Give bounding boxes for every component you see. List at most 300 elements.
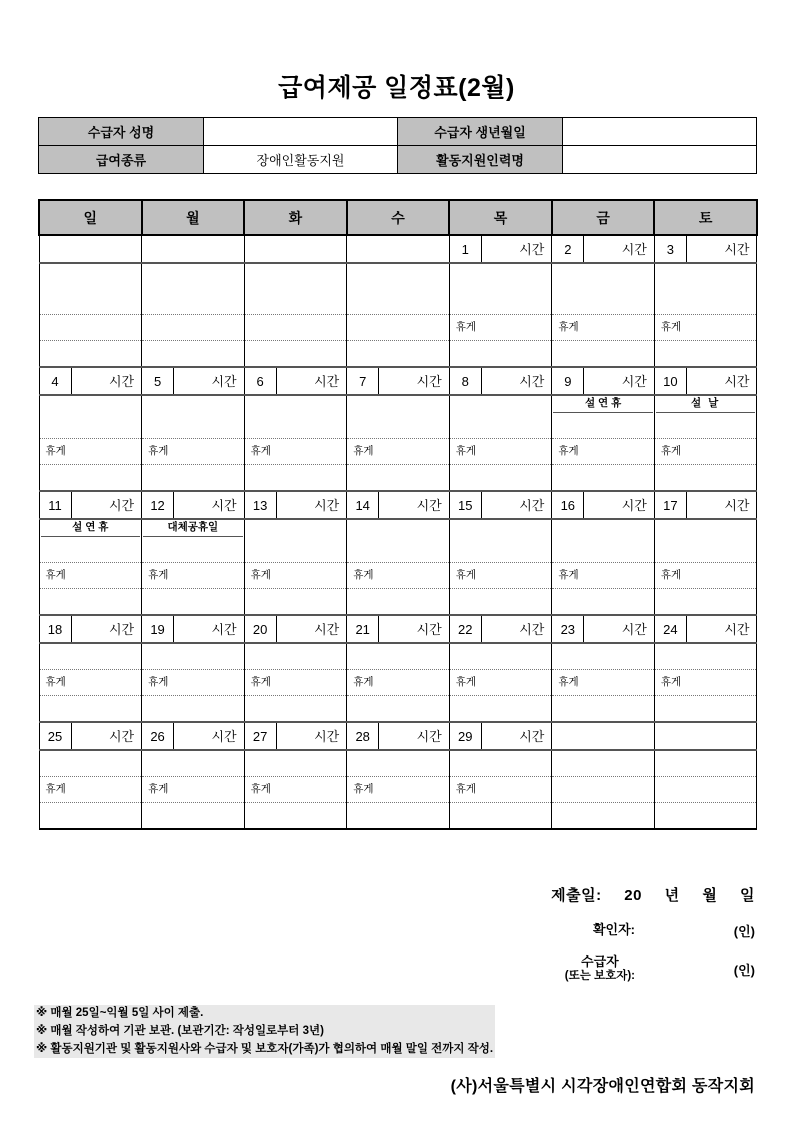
service-entry-cell[interactable]	[244, 341, 347, 368]
holiday-cell	[654, 395, 757, 413]
break-cell[interactable]: 휴게	[244, 777, 347, 803]
holiday-cell	[552, 395, 655, 413]
calendar-day-cell	[449, 615, 552, 643]
service-entry-cell[interactable]	[347, 289, 450, 315]
break-cell[interactable]	[347, 315, 450, 341]
break-cell[interactable]: 휴게	[244, 439, 347, 465]
calendar-day-cell-empty	[654, 722, 757, 750]
service-entry-cell[interactable]	[654, 289, 757, 315]
break-cell[interactable]	[39, 315, 142, 341]
calendar-break-row	[39, 670, 757, 696]
calendar-date-row	[39, 235, 757, 263]
service-entry-cell[interactable]	[552, 589, 655, 616]
holiday-label: 대체공휴일	[143, 520, 243, 537]
service-entry-cell[interactable]	[449, 341, 552, 368]
service-entry-cell[interactable]	[552, 413, 655, 439]
day-hours-field[interactable]: 시간	[621, 373, 647, 389]
footnote-text: ※ 활동지원기관 및 활동지원사와 수급자 및 보호자(가족)가 협의하여 매월 말일 전까지 작성.	[35, 1041, 494, 1059]
day-cell-grid	[245, 616, 347, 642]
calendar-day-cell	[244, 367, 347, 395]
day-number: 4	[40, 368, 72, 394]
break-cell[interactable]: 휴게	[552, 315, 655, 341]
calendar-service-row	[39, 465, 757, 492]
service-entry-cell[interactable]	[552, 537, 655, 563]
service-entry-cell[interactable]	[347, 413, 450, 439]
day-cell-grid	[655, 368, 757, 394]
day-number: 29	[450, 723, 482, 749]
service-entry-cell[interactable]	[552, 750, 655, 777]
service-entry-cell[interactable]	[449, 696, 552, 723]
service-entry-cell[interactable]	[654, 341, 757, 368]
signature-label-recipient	[565, 955, 635, 983]
calendar-service-row	[39, 643, 757, 670]
break-cell[interactable]: 휴게	[347, 777, 450, 803]
calendar-day-cell	[347, 491, 450, 519]
day-hours-field[interactable]: 시간	[108, 373, 135, 389]
day-hours-field[interactable]: 시간	[416, 497, 442, 513]
break-cell[interactable]: 휴게	[654, 439, 757, 465]
submission-month-unit: 월	[702, 887, 718, 904]
day-number: 9	[552, 368, 584, 394]
page-title: 급여제공 일정표(2월)	[278, 74, 515, 102]
day-hours-field[interactable]: 시간	[314, 728, 340, 744]
recipient-info-body	[39, 118, 757, 174]
holiday-cell-empty	[347, 519, 450, 537]
service-entry-cell[interactable]	[39, 289, 142, 315]
day-hours-field[interactable]: 시간	[724, 373, 750, 389]
break-cell[interactable]: 휴게	[244, 563, 347, 589]
calendar-body	[39, 235, 757, 829]
calendar-day-cell	[654, 615, 757, 643]
holiday-cell-empty	[244, 395, 347, 413]
day-cell-grid	[40, 723, 142, 749]
calendar-day-cell	[39, 615, 142, 643]
calendar-day-cell	[347, 615, 450, 643]
day-cell-grid	[450, 616, 552, 642]
weekday-header-금: 금	[552, 200, 655, 235]
day-hours-field[interactable]: 시간	[314, 497, 340, 513]
service-entry-cell[interactable]	[347, 465, 450, 492]
day-hours-field[interactable]: 시간	[724, 497, 750, 513]
break-cell[interactable]: 휴게	[552, 439, 655, 465]
service-entry-cell[interactable]	[654, 413, 757, 439]
day-hours-field[interactable]: 시간	[724, 241, 750, 257]
calendar-day-cell	[449, 491, 552, 519]
holiday-spacer	[655, 520, 757, 537]
calendar-day-cell	[142, 615, 245, 643]
day-cell-grid	[552, 492, 654, 518]
weekday-header-화: 화	[244, 200, 347, 235]
calendar-service-row	[39, 803, 757, 830]
service-entry-cell[interactable]	[142, 643, 245, 670]
day-number: 13	[245, 492, 277, 518]
footnotes	[34, 1005, 495, 1058]
signature-row-confirmer	[593, 921, 755, 940]
service-entry-cell[interactable]	[552, 341, 655, 368]
calendar-day-cell	[449, 235, 552, 263]
day-hours-field[interactable]: 시간	[416, 373, 442, 389]
day-number: 6	[245, 368, 277, 394]
calendar-day-cell	[142, 367, 245, 395]
break-cell[interactable]: 휴게	[39, 439, 142, 465]
day-number: 15	[450, 492, 482, 518]
service-entry-cell[interactable]	[449, 750, 552, 777]
day-hours-field[interactable]: 시간	[211, 497, 237, 513]
service-entry-cell[interactable]	[142, 263, 245, 289]
service-entry-cell[interactable]	[449, 537, 552, 563]
break-cell[interactable]: 휴게	[142, 777, 245, 803]
service-entry-cell[interactable]	[39, 341, 142, 368]
service-entry-cell[interactable]	[654, 803, 757, 830]
calendar-day-cell	[654, 235, 757, 263]
service-entry-cell[interactable]	[39, 413, 142, 439]
calendar-day-cell	[552, 367, 655, 395]
day-hours-field[interactable]: 시간	[519, 728, 545, 744]
calendar-break-row	[39, 439, 757, 465]
service-entry-cell[interactable]	[552, 803, 655, 830]
break-cell[interactable]: 휴게	[142, 563, 245, 589]
break-cell[interactable]: 휴게	[142, 670, 245, 696]
day-number: 16	[552, 492, 584, 518]
calendar-day-cell	[552, 235, 655, 263]
day-cell-grid	[347, 616, 449, 642]
day-cell-grid	[40, 616, 142, 642]
service-entry-cell[interactable]	[244, 696, 347, 723]
service-entry-cell[interactable]	[142, 803, 245, 830]
service-entry-cell[interactable]	[142, 465, 245, 492]
holiday-label: 설 연 휴	[41, 520, 141, 537]
calendar-date-row	[39, 722, 757, 750]
break-cell[interactable]: 휴게	[244, 670, 347, 696]
calendar-day-cell	[39, 367, 142, 395]
calendar-day-cell-empty	[39, 235, 142, 263]
service-entry-cell[interactable]	[244, 263, 347, 289]
day-cell-grid	[655, 492, 757, 518]
calendar-break-row	[39, 777, 757, 803]
service-entry-cell[interactable]	[449, 263, 552, 289]
service-entry-cell[interactable]	[654, 750, 757, 777]
day-number: 3	[655, 236, 687, 262]
calendar-day-cell	[654, 491, 757, 519]
service-entry-cell[interactable]	[347, 750, 450, 777]
calendar-day-cell	[449, 367, 552, 395]
service-entry-cell[interactable]	[244, 643, 347, 670]
weekday-header-일: 일	[39, 200, 142, 235]
submission-day-unit: 일	[740, 887, 755, 904]
holiday-cell	[142, 519, 245, 537]
day-cell-grid	[142, 492, 244, 518]
calendar-day-cell	[347, 722, 450, 750]
submission-label: 제출일:	[551, 887, 602, 904]
info-label: 수급자 생년월일	[398, 118, 563, 146]
day-cell-grid	[347, 368, 449, 394]
calendar-day-cell	[244, 491, 347, 519]
service-entry-cell[interactable]	[347, 589, 450, 616]
calendar-day-cell	[552, 615, 655, 643]
service-entry-cell[interactable]	[654, 643, 757, 670]
holiday-cell-empty	[39, 395, 142, 413]
break-cell[interactable]	[654, 777, 757, 803]
day-cell-grid	[142, 368, 244, 394]
day-hours-field[interactable]: 시간	[519, 373, 545, 389]
break-cell[interactable]: 휴게	[449, 670, 552, 696]
calendar-service-row	[39, 696, 757, 723]
calendar-date-row	[39, 491, 757, 519]
service-entry-cell[interactable]	[244, 465, 347, 492]
info-value[interactable]	[563, 118, 757, 146]
day-cell-grid	[552, 236, 654, 262]
break-cell[interactable]: 휴게	[39, 563, 142, 589]
calendar-date-row	[39, 367, 757, 395]
service-entry-cell[interactable]	[39, 803, 142, 830]
service-entry-cell[interactable]	[244, 803, 347, 830]
service-entry-cell[interactable]	[347, 803, 450, 830]
service-entry-cell[interactable]	[39, 643, 142, 670]
service-entry-cell[interactable]	[142, 341, 245, 368]
holiday-cell-empty	[244, 519, 347, 537]
calendar-day-cell	[552, 491, 655, 519]
holiday-spacer	[245, 396, 347, 413]
service-entry-cell[interactable]	[347, 537, 450, 563]
day-hours-field[interactable]: 시간	[108, 728, 135, 744]
holiday-cell-empty	[347, 395, 450, 413]
service-entry-cell[interactable]	[654, 537, 757, 563]
break-cell[interactable]: 휴게	[552, 670, 655, 696]
service-entry-cell[interactable]	[142, 537, 245, 563]
day-number: 2	[552, 236, 584, 262]
calendar-date-row	[39, 615, 757, 643]
calendar-day-cell	[39, 491, 142, 519]
break-cell[interactable]: 휴게	[347, 439, 450, 465]
service-entry-cell[interactable]	[449, 803, 552, 830]
service-entry-cell[interactable]	[244, 589, 347, 616]
day-cell-grid	[552, 368, 654, 394]
day-hours-field[interactable]: 시간	[519, 241, 545, 257]
day-cell-grid	[142, 616, 244, 642]
holiday-cell-empty	[552, 519, 655, 537]
calendar-day-cell	[244, 722, 347, 750]
calendar-service-row	[39, 537, 757, 563]
day-hours-field[interactable]: 시간	[211, 728, 237, 744]
break-cell[interactable]: 휴게	[449, 439, 552, 465]
break-cell[interactable]: 휴게	[449, 563, 552, 589]
day-number: 17	[655, 492, 687, 518]
service-entry-cell[interactable]	[244, 413, 347, 439]
day-hours-field[interactable]: 시간	[621, 497, 647, 513]
day-number: 5	[142, 368, 174, 394]
info-value[interactable]	[563, 146, 757, 174]
day-cell-grid	[142, 723, 244, 749]
day-cell-grid	[245, 368, 347, 394]
service-entry-cell[interactable]	[449, 413, 552, 439]
service-entry-cell[interactable]	[244, 289, 347, 315]
day-number: 22	[450, 616, 482, 642]
day-cell-grid	[450, 236, 552, 262]
calendar-day-cell	[244, 615, 347, 643]
break-cell[interactable]: 휴게	[449, 777, 552, 803]
service-entry-cell[interactable]	[654, 696, 757, 723]
holiday-label: 설 날	[656, 396, 756, 413]
calendar-day-cell	[39, 722, 142, 750]
day-number: 21	[347, 616, 379, 642]
holiday-spacer	[142, 396, 244, 413]
signature-label-recipient-sub: (또는 보호자):	[564, 969, 635, 982]
day-cell-grid	[245, 723, 347, 749]
service-entry-cell[interactable]	[347, 341, 450, 368]
break-cell[interactable]	[142, 315, 245, 341]
day-hours-field[interactable]: 시간	[108, 497, 135, 513]
holiday-spacer	[40, 396, 142, 413]
service-entry-cell[interactable]	[552, 465, 655, 492]
service-entry-cell[interactable]	[552, 263, 655, 289]
day-number: 23	[552, 616, 584, 642]
calendar-service-row	[39, 750, 757, 777]
signature-seal-recipient: (인)	[733, 962, 755, 978]
day-hours-field[interactable]: 시간	[416, 728, 442, 744]
break-cell[interactable]: 휴게	[39, 777, 142, 803]
day-cell-grid	[450, 368, 552, 394]
service-entry-cell[interactable]	[142, 413, 245, 439]
calendar-service-row	[39, 289, 757, 315]
service-entry-cell[interactable]	[347, 643, 450, 670]
service-entry-cell[interactable]	[39, 696, 142, 723]
service-entry-cell[interactable]	[39, 589, 142, 616]
day-hours-field[interactable]: 시간	[724, 621, 750, 637]
break-cell[interactable]: 휴게	[142, 439, 245, 465]
service-entry-cell[interactable]	[142, 289, 245, 315]
day-number: 10	[655, 368, 687, 394]
service-entry-cell[interactable]	[244, 537, 347, 563]
info-value[interactable]	[204, 118, 398, 146]
day-number: 28	[347, 723, 379, 749]
holiday-spacer	[450, 520, 552, 537]
break-cell[interactable]: 휴게	[449, 315, 552, 341]
day-number: 14	[347, 492, 379, 518]
footnote-text: ※ 매월 작성하여 기관 보관. (보관기간: 작성일로부터 3년)	[35, 1023, 325, 1041]
holiday-cell-empty	[449, 395, 552, 413]
footnote-line	[34, 1023, 495, 1041]
calendar-service-row	[39, 413, 757, 439]
info-value[interactable]: 장애인활동지원	[204, 146, 398, 174]
break-cell[interactable]: 휴게	[654, 563, 757, 589]
calendar-day-cell-empty	[142, 235, 245, 263]
submission-date-line	[551, 884, 755, 905]
calendar-day-cell	[449, 722, 552, 750]
weekday-header-row	[39, 200, 757, 235]
calendar-day-cell-empty	[552, 722, 655, 750]
recipient-info-table	[38, 117, 757, 174]
day-cell-grid	[40, 492, 142, 518]
break-cell[interactable]: 휴게	[654, 315, 757, 341]
service-entry-cell[interactable]	[39, 537, 142, 563]
day-hours-field[interactable]: 시간	[108, 621, 135, 637]
service-entry-cell[interactable]	[449, 643, 552, 670]
day-hours-field[interactable]: 시간	[621, 621, 647, 637]
service-entry-cell[interactable]	[39, 263, 142, 289]
signature-label-recipient-main: 수급자	[581, 954, 619, 969]
break-cell[interactable]: 휴게	[552, 563, 655, 589]
day-hours-field[interactable]: 시간	[416, 621, 442, 637]
service-entry-cell[interactable]	[654, 465, 757, 492]
holiday-cell-empty	[142, 395, 245, 413]
weekday-header-수: 수	[347, 200, 450, 235]
day-number: 26	[142, 723, 174, 749]
break-cell[interactable]	[244, 315, 347, 341]
break-cell[interactable]: 휴게	[39, 670, 142, 696]
day-number: 1	[450, 236, 482, 262]
service-entry-cell[interactable]	[654, 589, 757, 616]
break-cell[interactable]: 휴게	[347, 563, 450, 589]
calendar-service-row	[39, 589, 757, 616]
service-entry-cell[interactable]	[39, 750, 142, 777]
calendar-day-cell-empty	[347, 235, 450, 263]
service-entry-cell[interactable]	[142, 589, 245, 616]
holiday-spacer	[552, 520, 654, 537]
service-entry-cell[interactable]	[552, 289, 655, 315]
holiday-spacer	[245, 520, 347, 537]
day-hours-field[interactable]: 시간	[314, 621, 340, 637]
info-row	[39, 146, 757, 174]
service-entry-cell[interactable]	[244, 750, 347, 777]
service-entry-cell[interactable]	[347, 696, 450, 723]
service-entry-cell[interactable]	[449, 465, 552, 492]
day-number: 8	[450, 368, 482, 394]
day-hours-field[interactable]: 시간	[519, 497, 545, 513]
info-label: 급여종류	[39, 146, 204, 174]
service-entry-cell[interactable]	[347, 263, 450, 289]
service-entry-cell[interactable]	[552, 643, 655, 670]
day-number: 19	[142, 616, 174, 642]
calendar-service-row	[39, 263, 757, 289]
service-entry-cell[interactable]	[39, 465, 142, 492]
service-entry-cell[interactable]	[449, 589, 552, 616]
weekday-header-토: 토	[654, 200, 757, 235]
day-cell-grid	[655, 236, 757, 262]
footnote-line	[34, 1005, 495, 1023]
day-hours-field[interactable]: 시간	[519, 621, 545, 637]
service-entry-cell[interactable]	[142, 750, 245, 777]
day-hours-field[interactable]: 시간	[621, 241, 647, 257]
day-hours-field[interactable]: 시간	[211, 621, 237, 637]
service-entry-cell[interactable]	[552, 696, 655, 723]
holiday-spacer	[347, 520, 449, 537]
day-hours-field[interactable]: 시간	[314, 373, 340, 389]
day-number: 7	[347, 368, 379, 394]
break-cell[interactable]	[552, 777, 655, 803]
holiday-label: 설 연 휴	[553, 396, 653, 413]
holiday-cell-empty	[654, 519, 757, 537]
info-label: 수급자 성명	[39, 118, 204, 146]
service-entry-cell[interactable]	[142, 696, 245, 723]
service-entry-cell[interactable]	[449, 289, 552, 315]
calendar-day-cell	[142, 491, 245, 519]
day-number: 20	[245, 616, 277, 642]
day-cell-grid	[347, 723, 449, 749]
break-cell[interactable]: 휴게	[654, 670, 757, 696]
calendar-break-row	[39, 315, 757, 341]
footnote-line	[34, 1041, 495, 1059]
day-cell-grid	[40, 368, 142, 394]
day-hours-field[interactable]: 시간	[211, 373, 237, 389]
footnote-text: ※ 매월 25일~익월 5일 사이 제출.	[35, 1005, 204, 1023]
break-cell[interactable]: 휴게	[347, 670, 450, 696]
signature-seal-confirmer: (인)	[733, 924, 755, 939]
service-entry-cell[interactable]	[654, 263, 757, 289]
day-number: 11	[40, 492, 72, 518]
day-cell-grid	[450, 723, 552, 749]
calendar-day-cell	[142, 722, 245, 750]
calendar-holiday-row	[39, 395, 757, 413]
